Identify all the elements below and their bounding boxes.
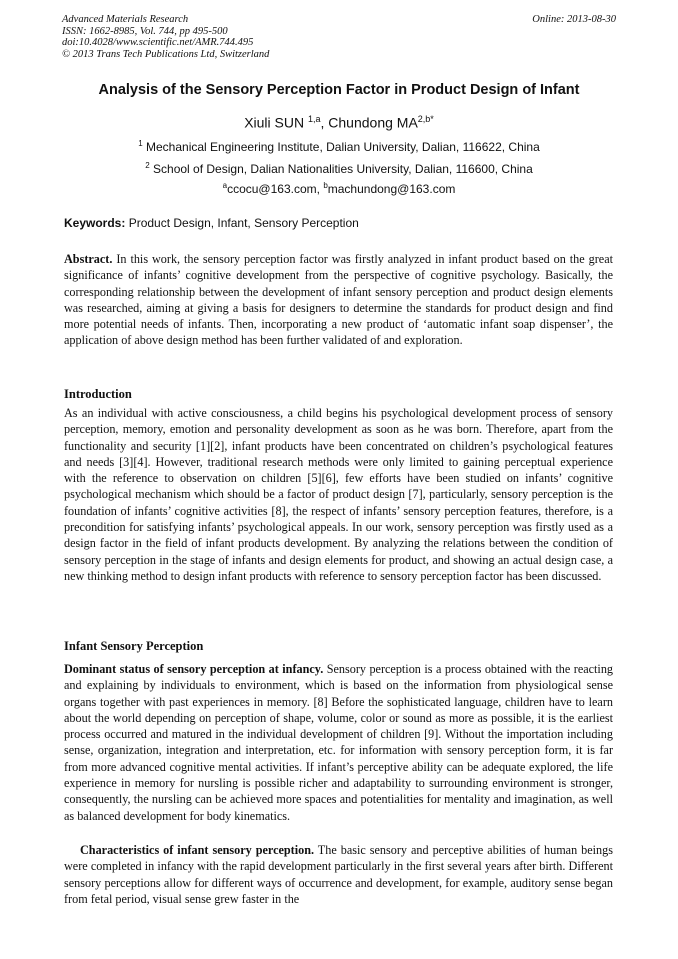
copyright-line: © 2013 Trans Tech Publications Ltd, Switzerland — [62, 48, 270, 60]
affiliation-1 — [40, 139, 638, 154]
issn-line: ISSN: 1662-8985, Vol. 744, pp 495-500 — [62, 25, 228, 37]
dominant-status-paragraph — [64, 661, 613, 824]
author-line — [40, 114, 638, 131]
author-1: Xiuli SUN — [244, 114, 305, 131]
affiliation-1-number: 1 — [138, 139, 143, 148]
affiliation-2 — [40, 161, 638, 176]
characteristics-text: The basic sensory and perceptive abilities of human beings were completed in infancy with the rapid development particularly in the first several years after birth. Different sensory perceptions allow for different ways of occurrence and development, for example, auditory sense began from fetal period, visual sense grew faster in the — [64, 843, 613, 906]
affiliation-1-text: Mechanical Engineering Institute, Dalian University, Dalian, 116622, China — [146, 140, 540, 154]
introduction-paragraph: As an individual with active consciousness, a child begins his psychological development process of sensory perception, memory, emotion and personality development as soon as he was born. Therefore, apart from the functionality and security [1][2], infant products have been concentrated on children’s psychological features and needs [3][4]. However, traditional research methods were only limited to gaining perceptual experience with the reference to observation on children [5][6], few efforts have been studied on infants’ cognitive psychological mechanism which should be a factor of product design [7], particularly, sensory perception is the foundation of infants’ cognitive activities [8], the respect of infants’ sensory perception features, therefore, is a precondition for satisfying infants’ psychological appeals. In our work, sensory perception was firstly used as a design factor in the field of infant products development. By analyzing the relations between the condition of sensory perception in the stage of infants and design elements for product, and showing an actual design case, a new thinking method to design infant products with reference to sensory perception factor has been discussed. — [64, 406, 613, 583]
affiliation-2-number: 2 — [145, 161, 150, 170]
keywords-text: Product Design, Infant, Sensory Perception — [125, 216, 359, 230]
dominant-status-text: Sensory perception is a process obtained with the reacting and explaining by individuals to environment, which is based on the information from physiological sense organs together with past experiences in memory. [8] Before the sophisticated language, children have to learn about the world depending on perception of shape, volume, color or sound as more as possible, it is the earliest process occurred and matured in the individual development of children [9]. Without the importation including sense, organization, integration and interpretation, etc. for information with sensory perception form, it is far from more advanced cognitive mental activities. If infant’s perceptive ability can be adequate explored, the life experience in memory for nursling is possible richer and adaptability to surrounding environment is stronger, consequently, the nursling can be achieved more spaces and potentialities for mentality and imagination, as well as balanced development for body kinematics. — [64, 662, 614, 823]
characteristics-label: Characteristics of infant sensory perception. — [80, 843, 315, 857]
email-line — [40, 181, 638, 196]
author-2: Chundong MA — [328, 114, 418, 131]
keywords-label: Keywords: — [64, 216, 126, 230]
doi-line: doi:10.4028/www.scientific.net/AMR.744.495 — [62, 37, 254, 48]
email-2-marker: b — [323, 181, 328, 190]
publication-header — [62, 14, 616, 60]
abstract-paragraph — [64, 251, 613, 349]
email-2: machundong@163.com — [327, 182, 456, 196]
introduction-heading: Introduction — [64, 387, 132, 401]
journal-name: Advanced Materials Research — [62, 14, 189, 25]
author-1-affil: 1,a — [307, 114, 321, 124]
abstract-text: In this work, the sensory perception factor was firstly analyzed in infant product based on the great significance of infants’ cognitive development from the perspective of cognitive psychology. Basically, the corresponding relationship between the development of infant sensory perception and product design elements was researched, aiming at giving a basis for designers to determine the standards for product design and find more potential needs of infants. Then, incorporating a new product of ‘automatic infant soap dispenser’, the application of above design method has been further validated of and exploration. — [64, 252, 613, 348]
paper-title: Analysis of the Sensory Perception Factor in Product Design of Infant — [98, 82, 580, 98]
dominant-status-label: Dominant status of sensory perception at infancy. — [64, 662, 324, 676]
keywords — [64, 216, 616, 230]
email-1: ccocu@163.com, — [227, 182, 324, 196]
author-separator: , — [320, 114, 329, 131]
characteristics-paragraph — [64, 842, 613, 907]
email-1-marker: a — [222, 181, 228, 190]
infant-sensory-heading: Infant Sensory Perception — [64, 639, 204, 653]
abstract-label: Abstract. — [64, 252, 113, 266]
online-date: Online: 2013-08-30 — [532, 14, 616, 25]
affiliation-2-text: School of Design, Dalian Nationalities University, Dalian, 116600, China — [153, 162, 533, 176]
author-2-affil: 2,b* — [417, 114, 434, 124]
